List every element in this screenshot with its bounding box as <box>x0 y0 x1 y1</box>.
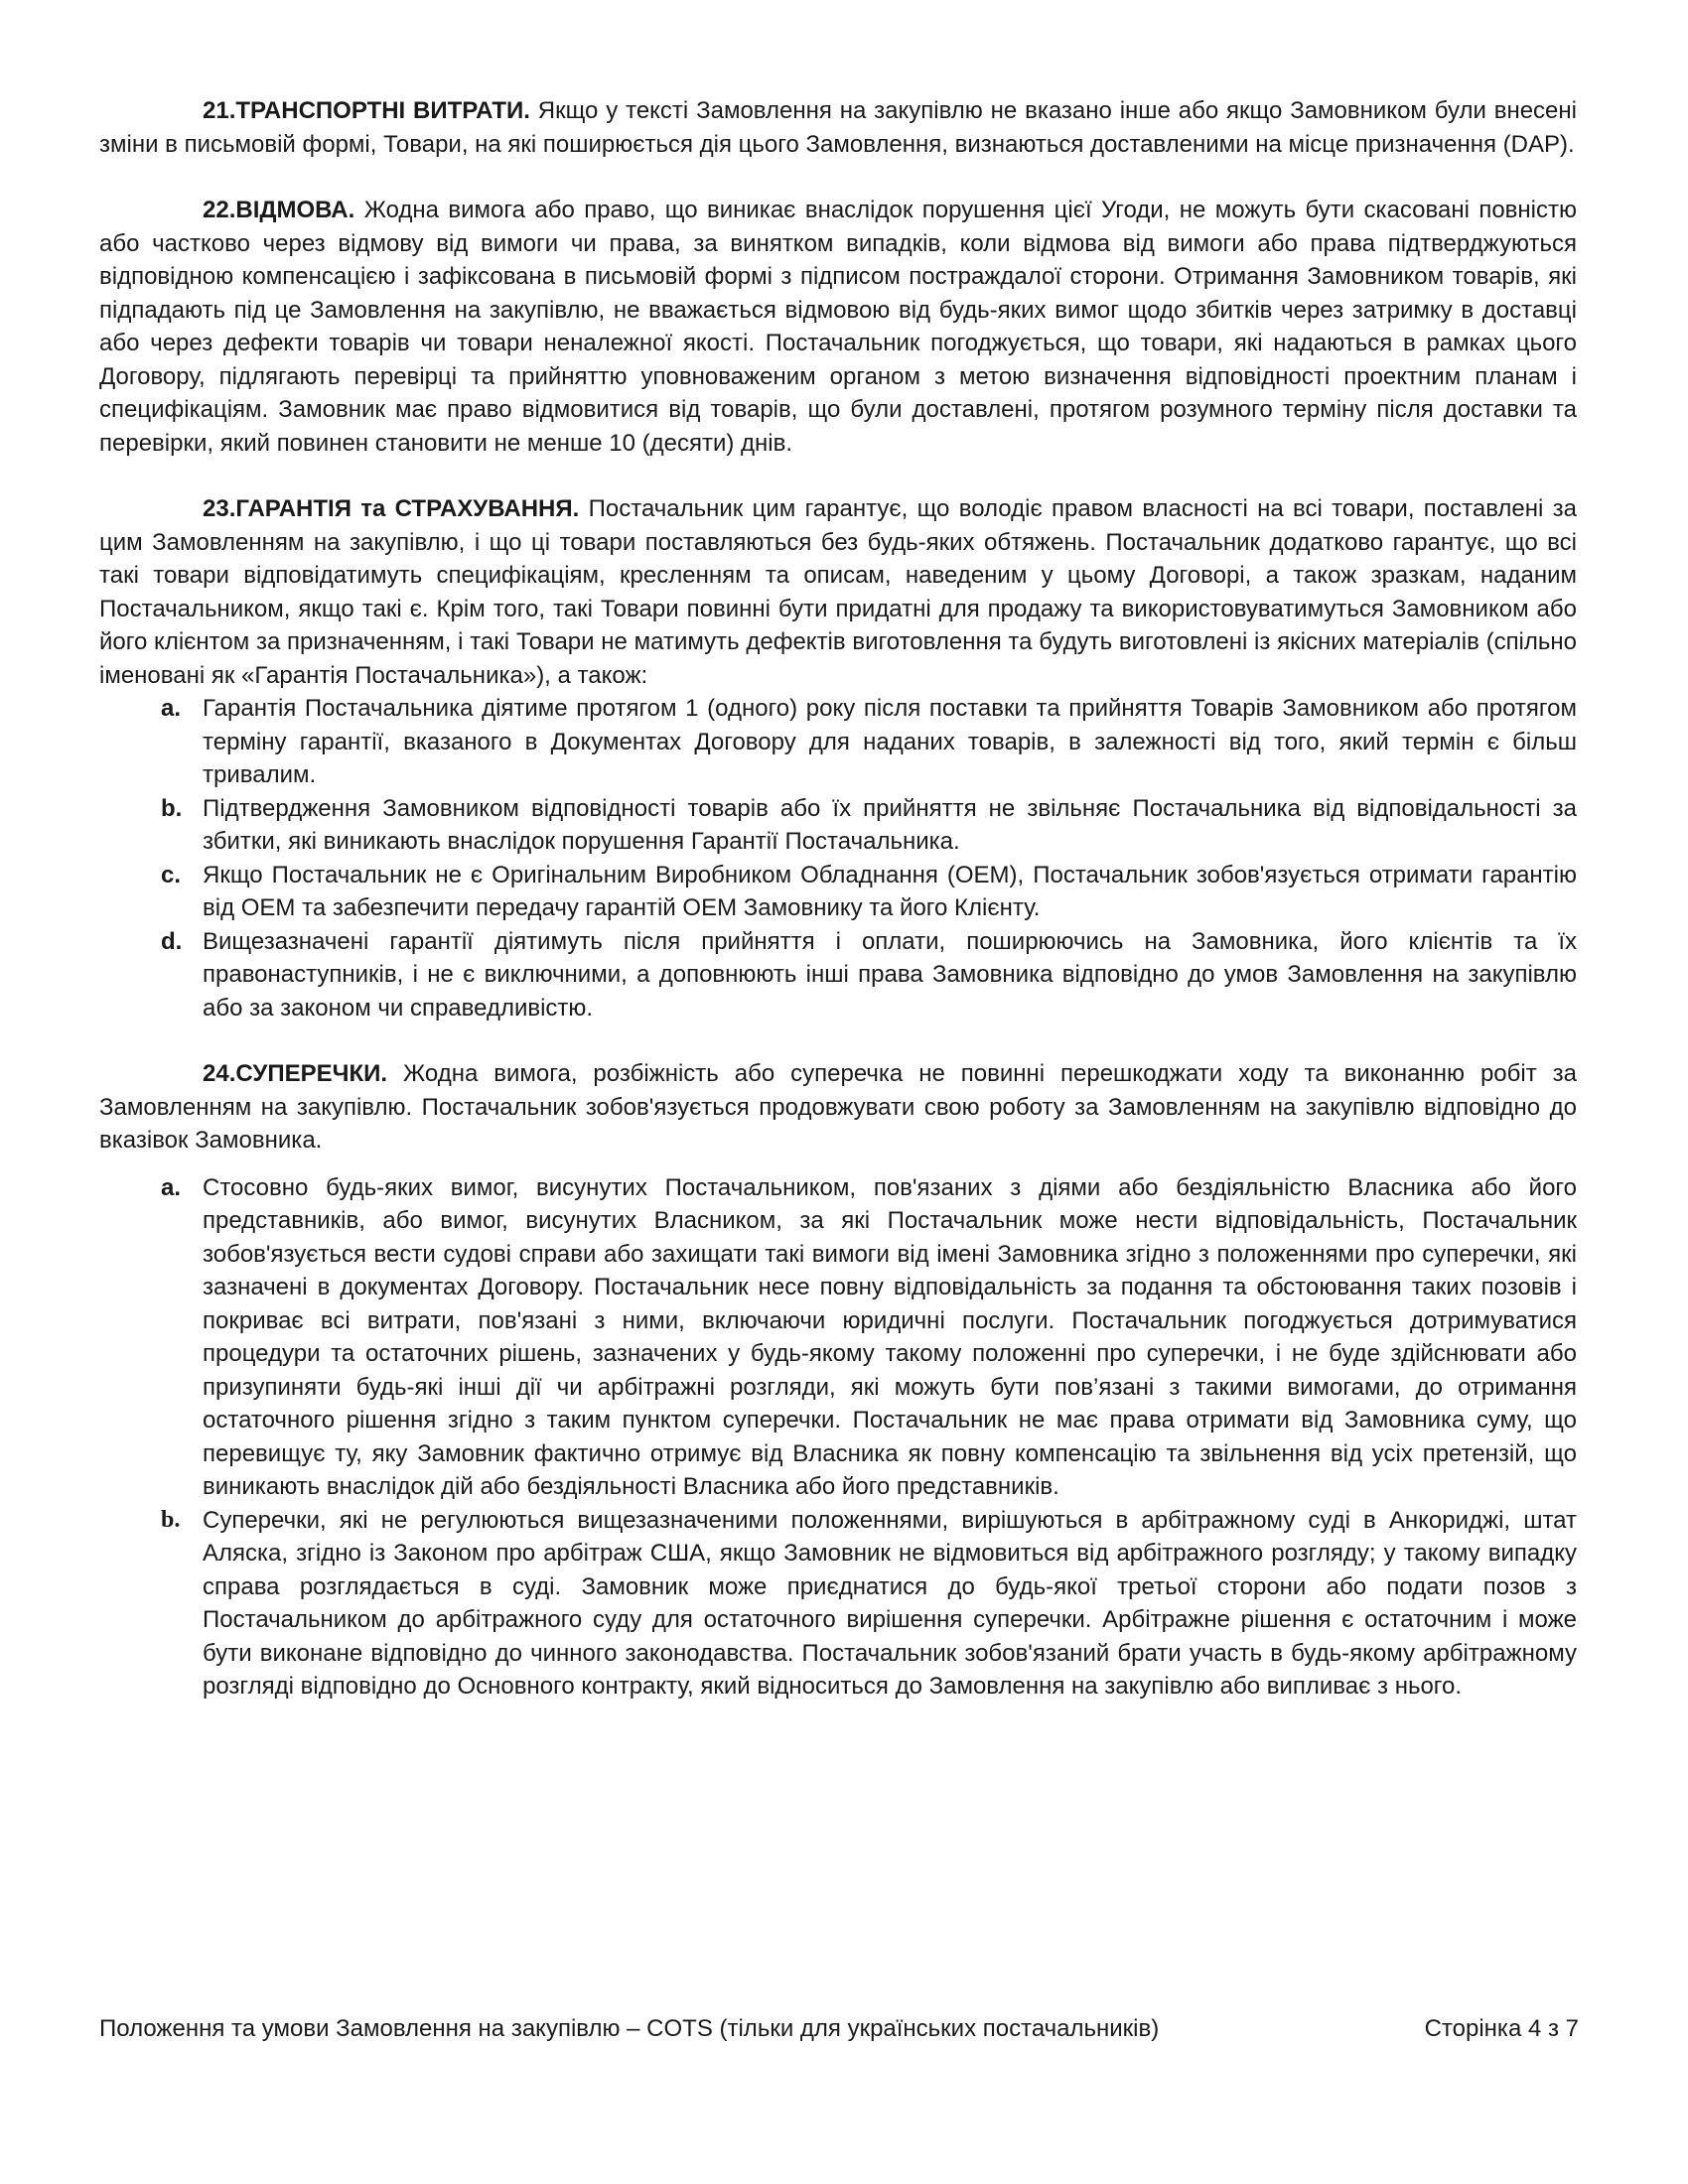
clause-number: 24. <box>203 1060 236 1087</box>
list-item <box>161 1171 1577 1504</box>
list-item-text: Підтвердження Замовником відповідності товарів або їх прийняття не звільняє Постачальника від відповідальності за збитки, які виникають внаслідок порушення Гарантії Постачальника. <box>203 794 1577 855</box>
list-item <box>161 792 1577 859</box>
footer-document-title: Положення та умови Замовлення на закупівлю – COTS (тільки для українських постачальників) <box>99 2015 1160 2042</box>
clause-number: 21. <box>203 97 236 124</box>
clause-23 <box>99 492 1577 1024</box>
document-body <box>99 94 1577 1736</box>
clause-title: ТРАНСПОРТНІ ВИТРАТИ. <box>235 97 530 124</box>
list-marker: c. <box>161 861 182 888</box>
clause-paragraph <box>99 1057 1577 1158</box>
clause-24 <box>99 1057 1577 1704</box>
list-marker: a. <box>161 695 182 722</box>
clause-text: Постачальник цим гарантує, що володіє правом власності на всі товари, поставлені за цим Замовленням на закупівлю, і що ці товари поставляються без будь-яких обтяжень. Постачальник додатково гарантує, що всі такі товари відповідатимуть специфікаціям, кресленням та описам, наведеним у цьому Договорі, а також зразкам, наданим Постачальником, якщо такі є. Крім того, такі Товари повинні бути придатні для продажу та використовуватимуться Замовником або його клієнтом за призначенням, і такі Товари не матимуть дефектів виготовлення та будуть виготовлені із якісних матеріалів (спільно іменовані як «Гарантія Постачальника»), а також: <box>99 495 1578 689</box>
clause-paragraph <box>99 94 1577 161</box>
list-marker: b. <box>161 794 183 822</box>
clause-title: ГАРАНТІЯ та СТРАХУВАННЯ. <box>235 495 580 522</box>
clause-23-list <box>99 692 1577 1024</box>
list-item-text: Вищезазначені гарантії діятимуть після прийняття і оплати, поширюючись на Замовника, його клієнтів та їх правонаступників, і не є виключними, а доповнюють інші права Замовника відповідно до умов Замовлення на закупівлю або за законом чи справедливістю. <box>203 927 1577 1022</box>
list-marker: b. <box>161 1506 181 1533</box>
clause-text: Якщо у тексті Замовлення на закупівлю не вказано інше або якщо Замовником були внесені зміни в письмовій формі, Товари, на які поширюється дія цього Замовлення, визнаються доставленими на місце призначення (DAP). <box>99 97 1577 158</box>
list-item-text: Суперечки, які не регулюються вищезазначеними положеннями, вирішуються в арбітражному суді в Анкориджі, штат Аляска, згідно із Законом про арбітраж США, якщо Замовник не відмовиться від арбітражного розгляду; у такому випадку справа розглядається в суді. Замовник може приєднатися до будь-якої третьої сторони або подати позов з Постачальником до арбітражного суду для остаточного вирішення суперечки. Арбітражне рішення є остаточним і може бути виконане відповідно до чинного законодавства. Постачальник зобов'язаний брати участь в будь-якому арбітражному розгляді відповідно до Основного контракту, який відноситься до Замовлення на закупівлю або випливає з нього. <box>203 1506 1577 1700</box>
clause-paragraph <box>99 492 1577 692</box>
clause-title: ВІДМОВА. <box>235 197 355 223</box>
clause-text: Жодна вимога, розбіжність або суперечка не повинні перешкоджати ходу та виконанню робіт за Замовленням на закупівлю. Постачальник зобов'язується продовжувати свою роботу за Замовленням на закупівлю відповідно до вказівок Замовника. <box>99 1060 1578 1154</box>
list-marker: d. <box>161 927 183 955</box>
clause-number: 22. <box>203 197 236 223</box>
clause-21 <box>99 94 1577 161</box>
list-item-text: Гарантія Постачальника діятиме протягом 1 (одного) року після поставки та прийняття Товарів Замовником або протягом терміну гарантії, вказаного в Документах Договору для наданих товарів, в залежності від того, який термін є більш тривалим. <box>203 695 1577 788</box>
footer-page-number: Сторінка 4 з 7 <box>1424 2015 1579 2042</box>
clause-24-list <box>99 1171 1577 1704</box>
clause-text: Жодна вимога або право, що виникає внаслідок порушення цієї Угоди, не можуть бути скасовані повністю або частково через відмову від вимоги чи права, за винятком випадків, коли відмова від вимоги або права підтверджуються відповідною компенсацією і зафіксована в письмовій формі з підписом постраждалої сторони. Отримання Замовником товарів, які підпадають під це Замовлення на закупівлю, не вважається відмовою від будь-яких вимог щодо збитків через затримку в доставці або через дефекти товарів чи товари неналежної якості. Постачальник погоджується, що товари, які надаються в рамках цього Договору, підлягають перевірці та прийняттю уповноваженим органом з метою визначення відповідності проектним планам і специфікаціям. Замовник має право відмовитися від товарів, що були доставлені, протягом розумного терміну після доставки та перевірки, який повинен становити не менше 10 (десяти) днів. <box>99 197 1578 457</box>
list-item <box>161 1504 1577 1704</box>
clause-paragraph <box>99 194 1577 460</box>
clause-22 <box>99 194 1577 460</box>
list-item <box>161 859 1577 925</box>
list-marker: a. <box>161 1173 182 1201</box>
list-item-text: Якщо Постачальник не є Оригінальним Виробником Обладнання (OEM), Постачальник зобов'язується отримати гарантію від OEM та забезпечити передачу гарантій OEM Замовнику та його Клієнту. <box>203 861 1577 921</box>
list-item-text: Стосовно будь-яких вимог, висунутих Постачальником, пов'язаних з діями або бездіяльністю Власника або його представників, або вимог, висунутих Власником, за які Постачальник може нести відповідальність, Постачальник зобов'язується вести судові справи або захищати такі вимоги від імені Замовника згідно з положеннями про суперечки, які зазначені в документах Договору. Постачальник несе повну відповідальність за подання та обстоювання таких позовів і покриває всі витрати, пов'язані з ними, включаючи юридичні послуги. Постачальник погоджується дотримуватися процедури та остаточних рішень, зазначених у будь-якому такому положенні про суперечки, і не буде здійснювати або призупиняти будь-які інші дії чи арбітражні розгляди, які можуть бути пов’язані з такими вимогами, до отримання остаточного рішення згідно з таким пунктом суперечки. Постачальник не має права отримати від Замовника суму, що перевищує ту, яку Замовник фактично отримує від Власника як повну компенсацію та звільнення від усіх претензій, що виникають внаслідок дій або бездіяльності Власника або його представників. <box>203 1173 1577 1500</box>
list-item <box>161 692 1577 792</box>
clause-number: 23. <box>203 495 236 522</box>
clause-title: СУПЕРЕЧКИ. <box>235 1060 388 1087</box>
list-item <box>161 925 1577 1025</box>
